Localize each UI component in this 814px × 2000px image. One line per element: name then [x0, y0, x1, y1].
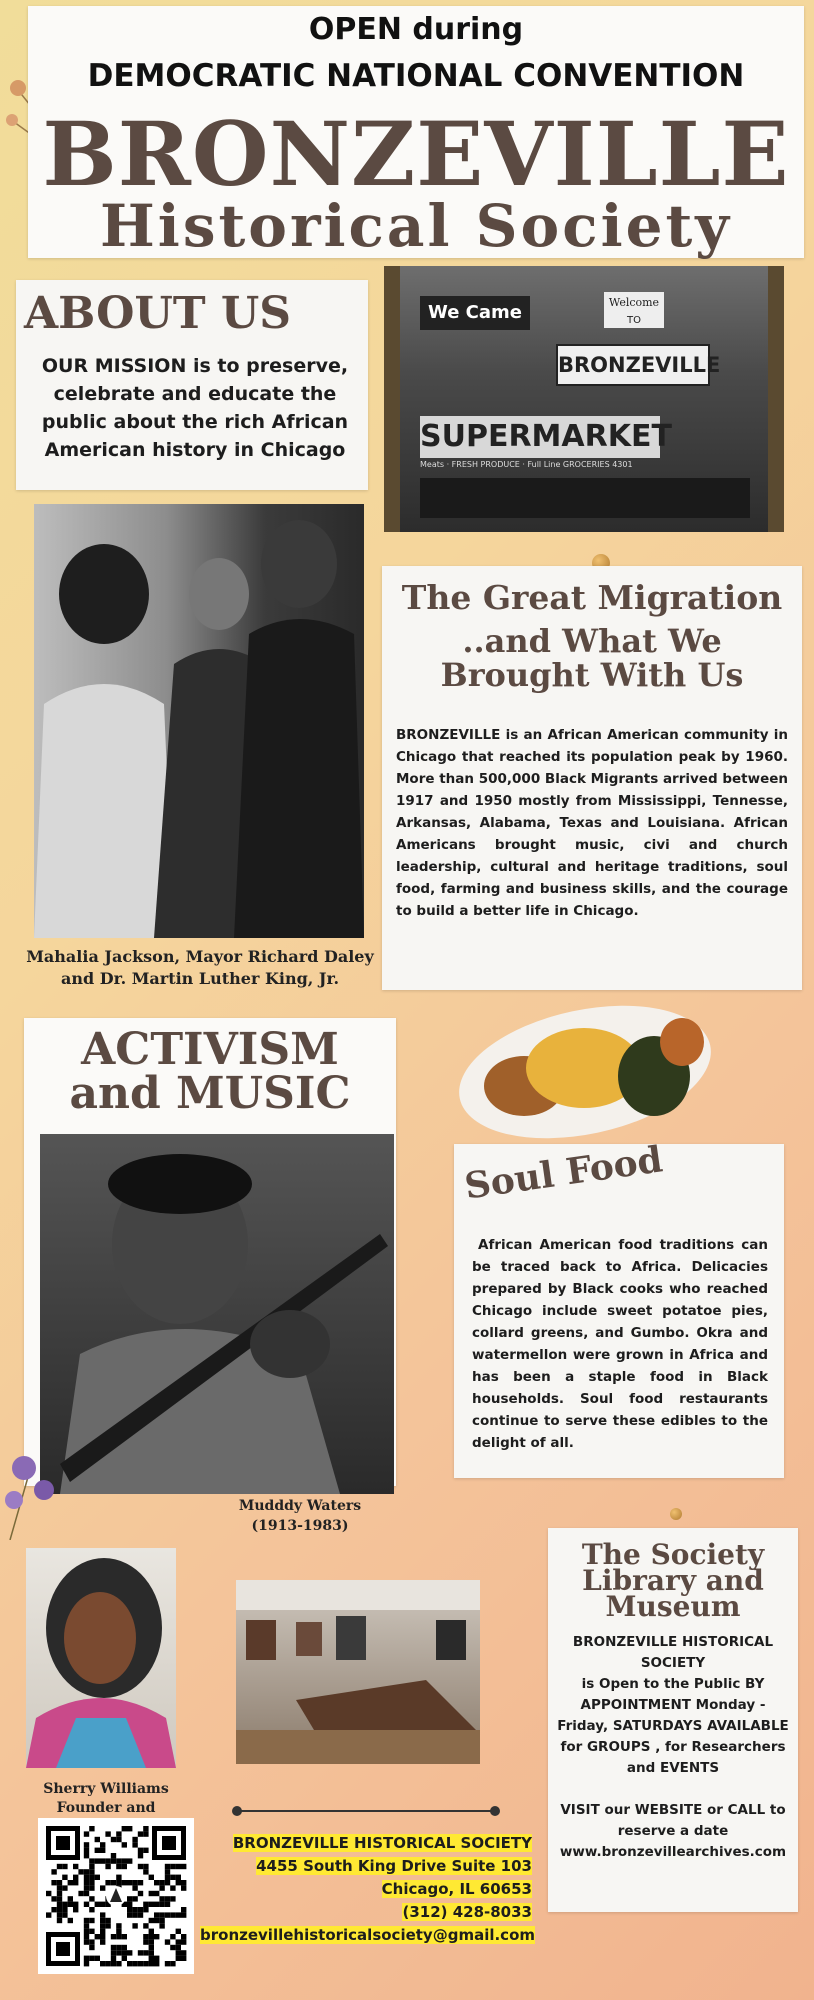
library-body — [554, 1632, 792, 1863]
library-body-line3: VISIT our WEBSITE or CALL to reserve a date — [560, 1802, 786, 1839]
qr-code-graphic — [38, 1818, 194, 1974]
divider-dot-right — [490, 1806, 500, 1816]
sign-supermarket: SUPERMARKET — [420, 416, 660, 458]
migration-panel — [382, 566, 802, 990]
bronzeville-street-photo — [384, 266, 784, 532]
library-heading-3: Museum — [605, 1590, 741, 1623]
divider-dot-left — [232, 1806, 242, 1816]
page-subtitle: Historical Society — [100, 192, 732, 260]
founder-role: Founder and — [56, 1800, 156, 1816]
historic-figures-photo — [34, 504, 364, 938]
library-website-link[interactable]: www.bronzevillearchives.com — [559, 1844, 787, 1860]
sign-small-print: Meats · FRESH PRODUCE · Full Line GROCERIES 4301 — [420, 460, 633, 469]
library-panel — [548, 1528, 798, 1912]
soul-food-plate-photo — [454, 996, 716, 1140]
sign-welcome: Welcome — [604, 292, 664, 314]
migration-heading-3: Brought With Us — [440, 656, 744, 694]
mission-lead: OUR MISSION — [41, 355, 187, 377]
mission-text — [30, 352, 360, 464]
library-interior-photo — [236, 1580, 480, 1764]
about-heading: ABOUT US — [24, 288, 292, 339]
founder-silhouette — [26, 1548, 176, 1768]
soul-food-plate — [454, 996, 716, 1140]
soul-food-panel — [454, 1138, 784, 1478]
contact-org: BRONZEVILLE HISTORICAL SOCIETY — [232, 1834, 532, 1852]
founder-photo — [26, 1548, 176, 1768]
library-body-line1: BRONZEVILLE HISTORICAL SOCIETY — [572, 1634, 774, 1671]
historic-photo-caption-line2: and Dr. Martin Luther King, Jr. — [60, 969, 340, 988]
page-title: BRONZEVILLE — [42, 102, 790, 206]
sign-we-came: We Came — [420, 296, 530, 330]
muddy-waters-silhouette — [40, 1134, 394, 1494]
sign-bronzeville: BRONZEVILLE — [556, 344, 710, 386]
founder-name: Sherry Williams — [43, 1781, 169, 1797]
soul-food-heading: Soul Food — [462, 1138, 666, 1208]
muddy-waters-caption-line2: (1913-1983) — [251, 1518, 349, 1534]
qr-code[interactable] — [38, 1818, 194, 1974]
header-open-during: OPEN during — [308, 12, 524, 47]
push-pin-small-icon — [670, 1508, 682, 1520]
purple-flower-decoration — [0, 1440, 70, 1540]
muddy-waters-caption — [200, 1496, 400, 1536]
muddy-waters-photo — [40, 1134, 394, 1494]
muddy-waters-caption-line1: Mudddy Waters — [238, 1498, 362, 1514]
about-panel — [16, 280, 368, 490]
mission-body: is to preserve, celebrate and educate the public about the rich African American history in Chicago — [41, 355, 349, 461]
contact-block — [200, 1832, 536, 1947]
activism-heading-2: and MUSIC — [69, 1068, 351, 1119]
library-body-line2: is Open to the Public BY APPOINTMENT Monday - Friday, SATURDAYS AVAILABLE for GROUPS , for Researchers and EVENTS — [557, 1676, 789, 1776]
contact-divider — [236, 1810, 496, 1812]
migration-heading-1: The Great Migration — [401, 578, 783, 617]
contact-phone[interactable]: (312) 428-8033 — [402, 1903, 532, 1921]
contact-address: 4455 South King Drive Suite 103 — [256, 1857, 532, 1875]
migration-heading-2: ..and What We — [462, 622, 722, 660]
activism-heading-1: ACTIVISM — [81, 1024, 339, 1075]
contact-city: Chicago, IL 60653 — [381, 1880, 532, 1898]
historic-photo-caption-line1: Mahalia Jackson, Mayor Richard Daley — [26, 947, 374, 966]
historic-photo-caption — [20, 946, 380, 990]
library-heading-1: The Society — [581, 1538, 765, 1571]
library-heading-2: Library and — [582, 1564, 764, 1597]
header-panel — [28, 6, 804, 258]
header-convention: DEMOCRATIC NATIONAL CONVENTION — [87, 58, 745, 94]
migration-body: BRONZEVILLE is an African American community in Chicago that reached its population peak by 1960. More than 500,000 Black Migrants arrived between 1917 and 1950 mostly from Mississippi, Tennesse, Arkansas, Alabama, Texas and Louisiana. African Americans brought music, civi and church leadership, cultural and heritage traditions, soul food, farming and business skills, and the courage to build a better life in Chicago. — [396, 727, 788, 919]
library-interior — [236, 1580, 480, 1764]
sign-to: TO — [604, 314, 664, 328]
soul-food-body: African American food traditions can be traced back to Africa. Delicacies prepared by Black cooks who reached Chicago include sweet potatoe pies, collard greens, and Gumbo. Okra and watermellon were grown in Africa and has been a staple food in Black households. Soul food restaurants continue to serve these edibles to the delight of all. — [472, 1237, 768, 1451]
historic-figures-silhouettes — [34, 504, 364, 938]
contact-email[interactable]: bronzevillehistoricalsociety@gmail.com — [200, 1926, 536, 1944]
